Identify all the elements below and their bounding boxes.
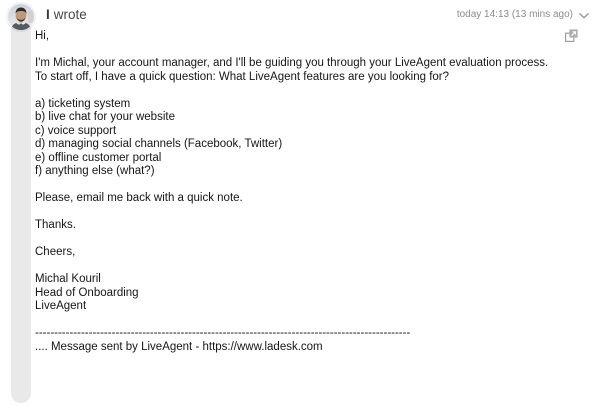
message-line: Head of Onboarding xyxy=(35,286,139,299)
sent-by-footer: .... Message sent by LiveAgent - https://www.ladesk.com xyxy=(35,340,323,353)
open-in-new-window-icon xyxy=(563,27,580,44)
chevron-down-icon[interactable] xyxy=(579,13,589,19)
avatar-photo xyxy=(7,3,35,31)
message-line xyxy=(35,206,548,220)
message-line: Cheers, xyxy=(35,246,76,258)
message-line: f) anything else (what?) xyxy=(35,165,155,177)
message-line: Please, email me back with a quick note. xyxy=(35,192,243,204)
message-line: Hi, xyxy=(35,30,50,42)
signature-separator: -------------------------------------------------------------------------------------------------- xyxy=(35,327,411,339)
avatar xyxy=(7,3,35,31)
message-line: Thanks. xyxy=(35,219,76,231)
author-line xyxy=(46,7,87,22)
message-collapse-toggle[interactable] xyxy=(457,9,589,20)
message-line xyxy=(35,179,548,193)
message-line xyxy=(35,233,548,247)
message-line: To start off, I have a quick question: What LiveAgent features are you looking for? xyxy=(35,70,450,83)
thread-timeline-bar xyxy=(11,14,31,403)
open-in-new-window-button[interactable] xyxy=(563,27,580,44)
message-line xyxy=(35,44,548,58)
message-body xyxy=(35,30,548,354)
message-line: a) ticketing system xyxy=(35,97,131,110)
message-line xyxy=(35,314,548,328)
message-line: b) live chat for your website xyxy=(35,111,175,123)
message-line xyxy=(35,84,548,98)
message-line: LiveAgent xyxy=(35,300,87,312)
message-line: Michal Kouril xyxy=(35,273,101,285)
message-line xyxy=(35,260,548,274)
message-line: e) offline customer portal xyxy=(35,151,162,164)
message-line: c) voice support xyxy=(35,124,117,137)
message-line: d) managing social channels (Facebook, Twitter) xyxy=(35,138,283,150)
message-line: I'm Michal, your account manager, and I'll be guiding you through your LiveAgent evaluation process. xyxy=(35,57,549,69)
author-action-label: wrote xyxy=(53,7,87,22)
author-name: I xyxy=(46,7,50,22)
timestamp: today 14:13 (13 mins ago) xyxy=(456,9,573,20)
